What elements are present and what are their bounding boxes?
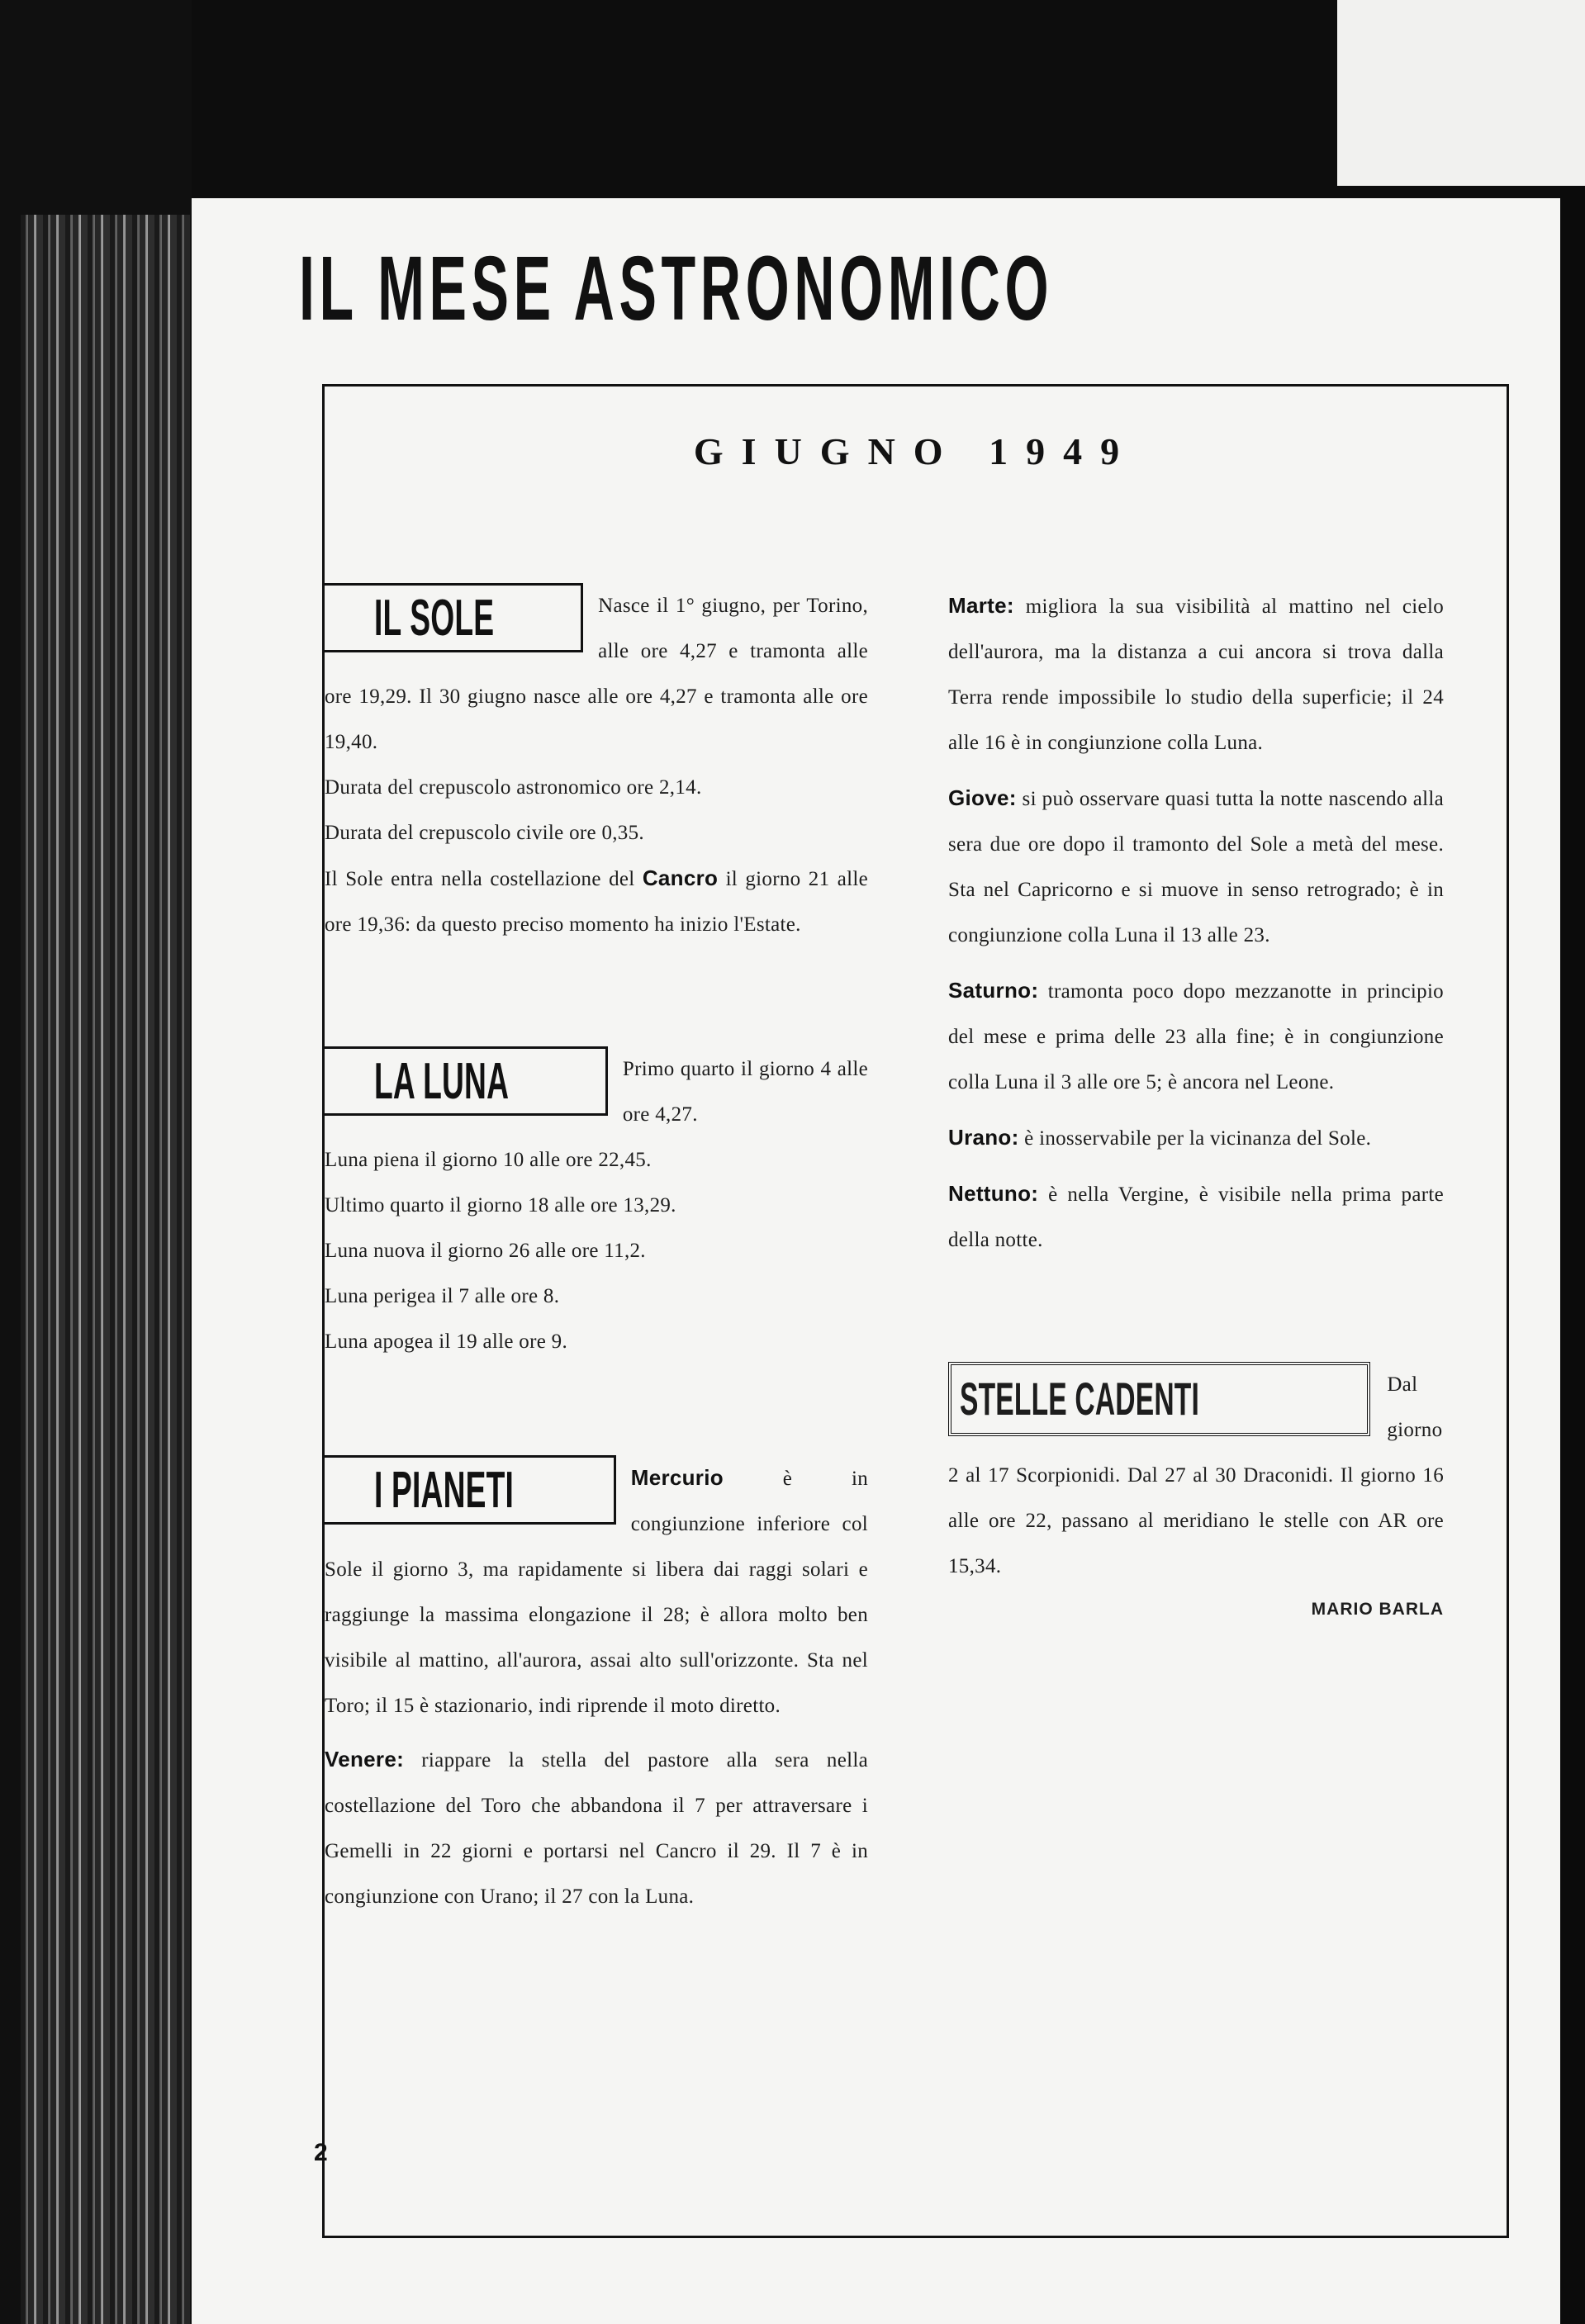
sole-paragraph-2: Durata del crepuscolo astronomico ore 2,14. — [325, 776, 702, 799]
luna-line: Luna piena il giorno 10 alle ore 22,45. — [325, 1149, 652, 1171]
sole-text-part: il giorno 21 alle ore 19,36: da questo preciso momento ha inizio l'Estate. — [325, 868, 868, 936]
section-label-box — [948, 1362, 1370, 1436]
marte-name: Marte: — [948, 593, 1014, 618]
venere-paragraph — [325, 1737, 868, 1919]
mercurio-text: è in congiunzione inferiore col Sole il giorno 3, ma rapidamente si libera dai raggi solari e raggiunge la massima elongazione il 28; è allora molto ben visibile al mattino, all'aurora, assai alto sull'orizzonte. Sta nel Toro; il 15 è stazionario, indi riprende il moto diretto. — [325, 1468, 868, 1717]
nettuno-paragraph — [948, 1171, 1444, 1263]
section-label-pianeti: I PIANETI — [374, 1462, 515, 1519]
section-label-stelle: STELLE CADENTI — [960, 1373, 1199, 1425]
urano-name: Urano: — [948, 1125, 1019, 1150]
sole-paragraph-1: Nasce il 1° giugno, per Torino, alle ore 4,27 e tramonta alle ore 19,29. Il 30 giugno nasce alle ore 4,27 e tramonta alle ore 19,40. — [325, 595, 868, 753]
saturno-text: tramonta poco dopo mezzanotte in principio del mese e prima delle 23 alla fine; è in congiunzione colla Luna il 3 alle ore 5; è ancora nel Leone. — [948, 980, 1444, 1093]
giove-name: Giove: — [948, 785, 1017, 810]
section-pianeti — [325, 1455, 868, 1919]
content-frame — [322, 384, 1509, 2238]
page-title: IL MESE ASTRONOMICO — [299, 238, 1054, 339]
stelle-paragraph: Dal giorno 2 al 17 Scorpionidi. Dal 27 al 30 Draconidi. Il giorno 16 alle ore 22, passano al meridiano le stelle con AR ore 15,34. — [948, 1373, 1444, 1577]
saturno-paragraph — [948, 968, 1444, 1105]
sole-text-part: Il Sole entra nella costellazione del — [325, 868, 635, 890]
urano-text: è inosservabile per la vicinanza del Sole. — [1024, 1127, 1372, 1150]
venere-text: riappare la stella del pastore alla sera nella costellazione del Toro che abbandona il 7 per attraversare i Gemelli in 22 giorni e portarsi nel Cancro il 29. Il 7 è in congiunzione con Urano; il 27 con la Luna. — [325, 1749, 868, 1908]
section-sole — [325, 583, 868, 947]
section-label-luna: LA LUNA — [374, 1053, 510, 1110]
scan-background-corner — [1337, 0, 1585, 186]
magazine-page — [192, 198, 1560, 2324]
mercurio-name: Mercurio — [630, 1465, 724, 1490]
luna-line: Luna apogea il 19 alle ore 9. — [325, 1330, 568, 1353]
urano-paragraph — [948, 1115, 1444, 1161]
section-stelle-cadenti — [948, 1362, 1444, 1622]
luna-line: Luna perigea il 7 alle ore 8. — [325, 1285, 560, 1307]
luna-line: Ultimo quarto il giorno 18 alle ore 13,29. — [325, 1194, 676, 1217]
section-label-box — [325, 1046, 608, 1116]
page-number: 2 — [314, 2139, 328, 2166]
nettuno-text: è nella Vergine, è visibile nella prima parte della notte. — [948, 1183, 1444, 1251]
section-label-box — [325, 1455, 616, 1525]
giove-paragraph — [948, 775, 1444, 958]
section-luna — [325, 1046, 868, 1364]
nettuno-name: Nettuno: — [948, 1181, 1039, 1206]
cancro-highlight: Cancro — [642, 866, 719, 890]
venere-name: Venere: — [325, 1747, 405, 1771]
section-label-sole: IL SOLE — [374, 590, 495, 647]
marte-paragraph — [948, 583, 1444, 766]
left-column — [325, 583, 868, 1919]
page-edges-stack — [21, 215, 190, 2324]
saturno-name: Saturno: — [948, 978, 1039, 1003]
right-column — [948, 583, 1444, 1622]
marte-text: migliora la sua visibilità al mattino nel cielo dell'aurora, ma la distanza a cui ancora si trova dalla Terra rende impossibile lo studio della superficie; il 24 alle 16 è in congiunzione colla Luna. — [948, 595, 1444, 754]
luna-line: Primo quarto il giorno 4 alle ore 4,27. — [622, 1058, 868, 1126]
sole-paragraph-4 — [325, 856, 868, 947]
sole-paragraph-3: Durata del crepuscolo civile ore 0,35. — [325, 822, 644, 844]
giove-text: si può osservare quasi tutta la notte nascendo alla sera due ore dopo il tramonto del Sole a metà del mese. Sta nel Capricorno e si muove in senso retrogrado; è in congiunzione colla Luna il 13 alle 23. — [948, 788, 1444, 946]
scan-border-right — [1560, 186, 1585, 2324]
month-subtitle: GIUGNO 1949 — [693, 430, 1138, 472]
section-label-box — [325, 583, 583, 652]
luna-line: Luna nuova il giorno 26 alle ore 11,2. — [325, 1240, 646, 1262]
author-signature: MARIO BARLA — [1311, 1600, 1444, 1619]
